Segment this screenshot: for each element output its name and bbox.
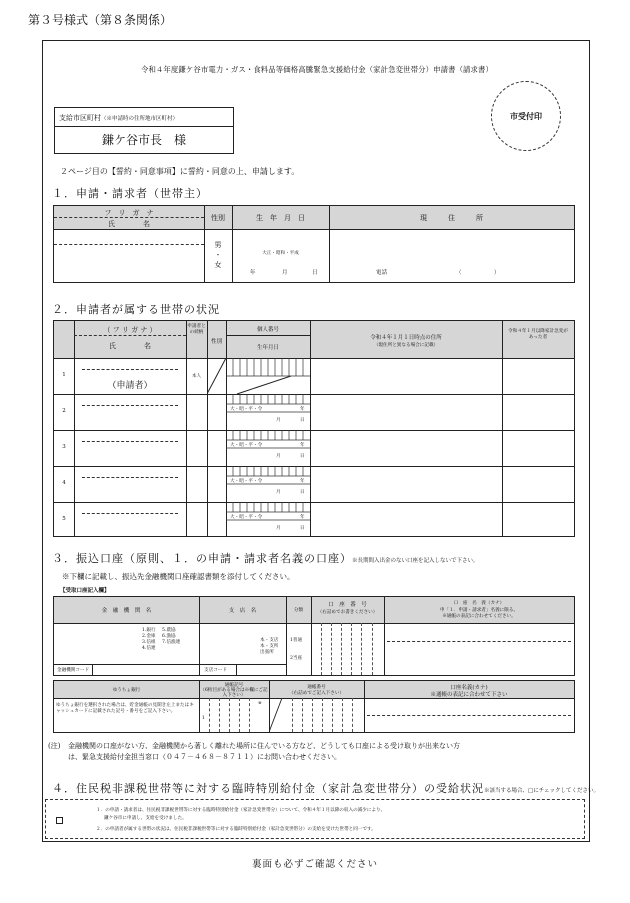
bank-type-option[interactable]: 4.信連 bbox=[142, 646, 156, 651]
day-label: 日 bbox=[300, 490, 305, 495]
birth-header: 生年月日 bbox=[256, 345, 279, 351]
year-label: 年 bbox=[300, 479, 305, 484]
era-options[interactable]: 大正・昭和・平成 bbox=[262, 251, 299, 256]
personal-number-boxes[interactable] bbox=[226, 358, 310, 538]
furigana-input-line[interactable] bbox=[82, 513, 178, 514]
day-label: 日 bbox=[312, 270, 318, 276]
yucho-table bbox=[53, 680, 575, 733]
passbook-number-header: 通帳番号 bbox=[307, 685, 326, 690]
holder-input-line[interactable] bbox=[387, 641, 571, 642]
row-number: 1 bbox=[62, 372, 66, 378]
bank-type-option[interactable]: 1.銀行 bbox=[142, 628, 156, 633]
digit-divider bbox=[312, 698, 313, 732]
row-number: 2 bbox=[62, 408, 66, 414]
digit-divider bbox=[331, 623, 332, 675]
relation-header: 申請者との続柄 bbox=[187, 324, 206, 335]
bank-account-table bbox=[53, 596, 575, 676]
row-number: 5 bbox=[62, 516, 66, 522]
era-options[interactable]: 大・昭・平・令 bbox=[230, 407, 263, 412]
sex-header: 性別 bbox=[210, 339, 222, 345]
municipality-label-row bbox=[55, 108, 233, 127]
bank-type-option[interactable]: 2.金庫 bbox=[142, 634, 156, 639]
era-options[interactable]: 大・昭・平・令 bbox=[230, 515, 263, 520]
yucho-holder-note: ※通帳の表記に合わせて下さい bbox=[430, 692, 508, 698]
type-header: 分類 bbox=[293, 608, 304, 613]
year-label: 年 bbox=[300, 443, 305, 448]
section4-box bbox=[45, 799, 585, 839]
row-line bbox=[54, 502, 574, 503]
row-line bbox=[54, 430, 574, 431]
digit-divider bbox=[322, 698, 323, 732]
furigana-input-line[interactable] bbox=[82, 405, 178, 406]
bank-code-label: 金融機関コード bbox=[57, 668, 90, 673]
reception-stamp-area bbox=[491, 81, 561, 151]
bank-type-option[interactable]: 7.信漁連 bbox=[162, 640, 181, 645]
bank-type-option[interactable]: 5.農協 bbox=[162, 628, 176, 633]
personal-number-header: 個人番号 bbox=[256, 327, 279, 333]
furigana-input-line[interactable] bbox=[54, 244, 204, 245]
yucho-description: ゆうちょ銀行を選択された場合は、貯金通帳の見開き左上またはキャッシュカードに記載された記号・番号をご記入下さい。 bbox=[56, 703, 194, 714]
furigana-header: （ フ リ ガ ナ ） bbox=[103, 326, 157, 334]
intro-text: ２ページ目の【誓約・同意事項】に誓約・同意の上、申請します。 bbox=[60, 167, 300, 176]
form-title: 令和４年度鎌ケ谷市電力・ガス・食料品等価格高騰緊急支援給付金（家計急変世帯分）申請書（請求書） bbox=[140, 65, 494, 74]
day-label: 日 bbox=[300, 526, 305, 531]
year-label: 年 bbox=[300, 515, 305, 520]
col-line bbox=[74, 321, 75, 536]
sex-header: 性別 bbox=[211, 214, 225, 222]
furigana-input-line[interactable] bbox=[82, 369, 178, 370]
futsu-option[interactable]: 1普通 bbox=[290, 638, 303, 643]
section1-title: １．申請・請求者（世帯主） bbox=[52, 187, 208, 200]
passbook-symbol-prefix: 1 bbox=[202, 716, 205, 721]
passbook-diagonal bbox=[269, 698, 364, 732]
digit-divider bbox=[352, 698, 353, 732]
branch-name-header: 支 店 名 bbox=[228, 608, 257, 614]
yucho-header: ゆうちょ銀行 bbox=[112, 688, 141, 693]
year-label: 年 bbox=[250, 270, 256, 276]
digit-divider bbox=[351, 623, 352, 675]
bank-type-option[interactable]: 3.信組 bbox=[142, 640, 156, 645]
row-number: 3 bbox=[62, 444, 66, 450]
digit-divider bbox=[292, 698, 293, 732]
entry-label: 【受取口座記入欄】 bbox=[60, 588, 110, 594]
address-header: 現 住 所 bbox=[420, 214, 483, 222]
header-line bbox=[54, 623, 574, 624]
form-number-label: 第３号様式（第８条関係） bbox=[28, 13, 173, 27]
branch-code-label: 支店コード bbox=[204, 668, 227, 673]
digit-divider bbox=[239, 698, 240, 732]
receipt-checkbox[interactable] bbox=[56, 817, 63, 824]
past-address-subheader: （現住所と異なる場合に記載） bbox=[373, 343, 439, 348]
income-change-header: 令和４年１月以降家計急変があった者 bbox=[508, 329, 568, 340]
digit-divider bbox=[219, 698, 220, 732]
month-label: 月 bbox=[276, 418, 281, 423]
day-label: 日 bbox=[300, 418, 305, 423]
pn-divider bbox=[226, 335, 310, 336]
passbook-symbol-star: ※ bbox=[258, 701, 262, 706]
row-line bbox=[54, 466, 574, 467]
passbook-number-note: （右詰めでご記入下さい） bbox=[288, 691, 345, 696]
sex-separator: ・ bbox=[214, 251, 222, 259]
municipality-note: （※申請時の住所地市区町村） bbox=[101, 116, 179, 122]
holder-note-2: ※通帳の表記に合わせてください。 bbox=[442, 614, 516, 619]
caution-label: (注) bbox=[48, 742, 61, 750]
phone-label: 電話 bbox=[376, 270, 388, 276]
header-line bbox=[54, 358, 574, 359]
col-line bbox=[310, 321, 311, 536]
holder-note-1: 申「１．申請・請求者」名義に限る。 bbox=[439, 608, 519, 613]
applicant-label: （申請者） bbox=[107, 381, 153, 391]
phone-paren-open: （ bbox=[456, 270, 462, 276]
addressee-box bbox=[54, 107, 234, 154]
header-line bbox=[54, 229, 574, 230]
back-page-note: 裏面も必ずご確認ください bbox=[251, 859, 378, 870]
furigana-divider bbox=[74, 335, 186, 336]
section4-note: ※該当する場合、□にチェックしてください。 bbox=[484, 788, 600, 794]
digit-divider bbox=[361, 623, 362, 675]
row-line bbox=[54, 394, 574, 395]
toza-option[interactable]: 2当座 bbox=[290, 656, 303, 661]
month-label: 月 bbox=[276, 454, 281, 459]
col-line bbox=[186, 321, 187, 536]
bank-type-option[interactable]: 6.漁協 bbox=[162, 634, 176, 639]
digit-divider bbox=[332, 698, 333, 732]
era-options[interactable]: 大・昭・平・令 bbox=[230, 443, 263, 448]
applicant-table bbox=[53, 205, 575, 283]
account-number-note: （右詰めでお書きください） bbox=[317, 610, 378, 615]
item1-line1: １．の申請・請求者は、住民税非課税世帯等に対する臨時特別給付金（家計急変世帯分）について、令和４年１月以降の収入の減少により、 bbox=[96, 808, 386, 813]
section4-title: ４．住民税非課税世帯等に対する臨時特別給付金（家計急変世帯分）の受給状況 bbox=[52, 782, 484, 795]
item2: ２．の申請者が属する世帯の状況は、住民税非課税世帯等に対する臨時特別給付金（家計急変世帯分）の支給を受けた世帯と同一です。 bbox=[96, 827, 376, 832]
row-number: 4 bbox=[62, 480, 66, 486]
code-col bbox=[236, 664, 237, 675]
section2-title: ２．申請者が属する世帯の状況 bbox=[52, 303, 220, 316]
section3-title-row bbox=[52, 550, 479, 566]
female-option[interactable]: 女 bbox=[214, 261, 222, 269]
branch-type-option[interactable]: 本・支所 bbox=[260, 644, 279, 649]
male-option[interactable]: 男 bbox=[214, 241, 222, 249]
furigana-input-line[interactable] bbox=[82, 477, 178, 478]
stamp-label: 市受付印 bbox=[510, 110, 542, 121]
digit-divider bbox=[302, 698, 303, 732]
section4-title-row bbox=[52, 780, 599, 796]
past-address-header: 令和４年１月１日時点の住所 bbox=[370, 335, 442, 341]
month-label: 月 bbox=[276, 490, 281, 495]
digit-divider bbox=[342, 698, 343, 732]
household-table bbox=[53, 320, 575, 537]
passbook-symbol-note: （6桁目がある場合は※欄にご記入下さい） bbox=[200, 688, 268, 698]
code-line bbox=[199, 664, 286, 665]
branch-type-option[interactable]: 出張所 bbox=[260, 650, 274, 655]
digit-divider bbox=[341, 623, 342, 675]
section3-note: ※長期間入出金のない口座を記入しないで下さい。 bbox=[352, 558, 479, 564]
name-header: 氏 名 bbox=[109, 342, 151, 350]
section3-sub: ※下欄に記載し、振込先金融機関口座確認書類を添付してください。 bbox=[62, 572, 295, 581]
code-col bbox=[92, 664, 93, 675]
holder-input-line[interactable] bbox=[367, 715, 571, 716]
caution-line-2: は、緊急支援給付金担当窓口（０４７－４６８－８７１１）にお問い合わせください。 bbox=[68, 753, 341, 761]
month-label: 月 bbox=[282, 270, 288, 276]
account-number-header: 口 座 番 号 bbox=[328, 602, 367, 608]
birth-header: 生 年 月 日 bbox=[256, 214, 305, 222]
month-label: 月 bbox=[276, 526, 281, 531]
furigana-input-line[interactable] bbox=[82, 441, 178, 442]
section3-title: ３．振込口座（原則、１．の申請・請求者名義の口座） bbox=[52, 552, 352, 565]
digit-divider bbox=[372, 623, 373, 675]
era-options[interactable]: 大・昭・平・令 bbox=[230, 479, 263, 484]
caution-line-1: 金融機関の口座がない方、金融機関から著しく離れた場所に住んでいる方など、どうしても口座による受け取りが出来ない方 bbox=[68, 742, 460, 750]
passbook-symbol-header: 通帳記号 bbox=[224, 683, 244, 688]
self-label: 本人 bbox=[191, 374, 202, 379]
code-line bbox=[54, 664, 199, 665]
col-line bbox=[502, 321, 503, 536]
furigana-header: フ リ ガ ナ bbox=[104, 209, 154, 217]
mayor-addressee: 鎌ケ谷市長 様 bbox=[101, 133, 186, 147]
day-label: 日 bbox=[300, 454, 305, 459]
digit-divider bbox=[249, 698, 250, 732]
yucho-holder-header: 口座名義(カナ) bbox=[450, 685, 488, 691]
holder-header: 口 座 名 義（カナ） bbox=[453, 601, 505, 606]
digit-divider bbox=[229, 698, 230, 732]
item1-line2: 鎌ケ谷市に申請し、支給を受けました。 bbox=[104, 816, 187, 821]
municipality-label: 支給市区町村 bbox=[59, 114, 101, 122]
col-line bbox=[207, 321, 208, 536]
name-header: 氏 名 bbox=[108, 220, 150, 228]
digit-divider bbox=[321, 623, 322, 675]
digit-divider bbox=[209, 698, 210, 732]
branch-type-option[interactable]: 本・支店 bbox=[260, 638, 279, 643]
year-label: 年 bbox=[300, 407, 305, 412]
bank-name-header: 金 融 機 関 名 bbox=[101, 608, 152, 614]
phone-paren-close: ） bbox=[494, 270, 500, 276]
